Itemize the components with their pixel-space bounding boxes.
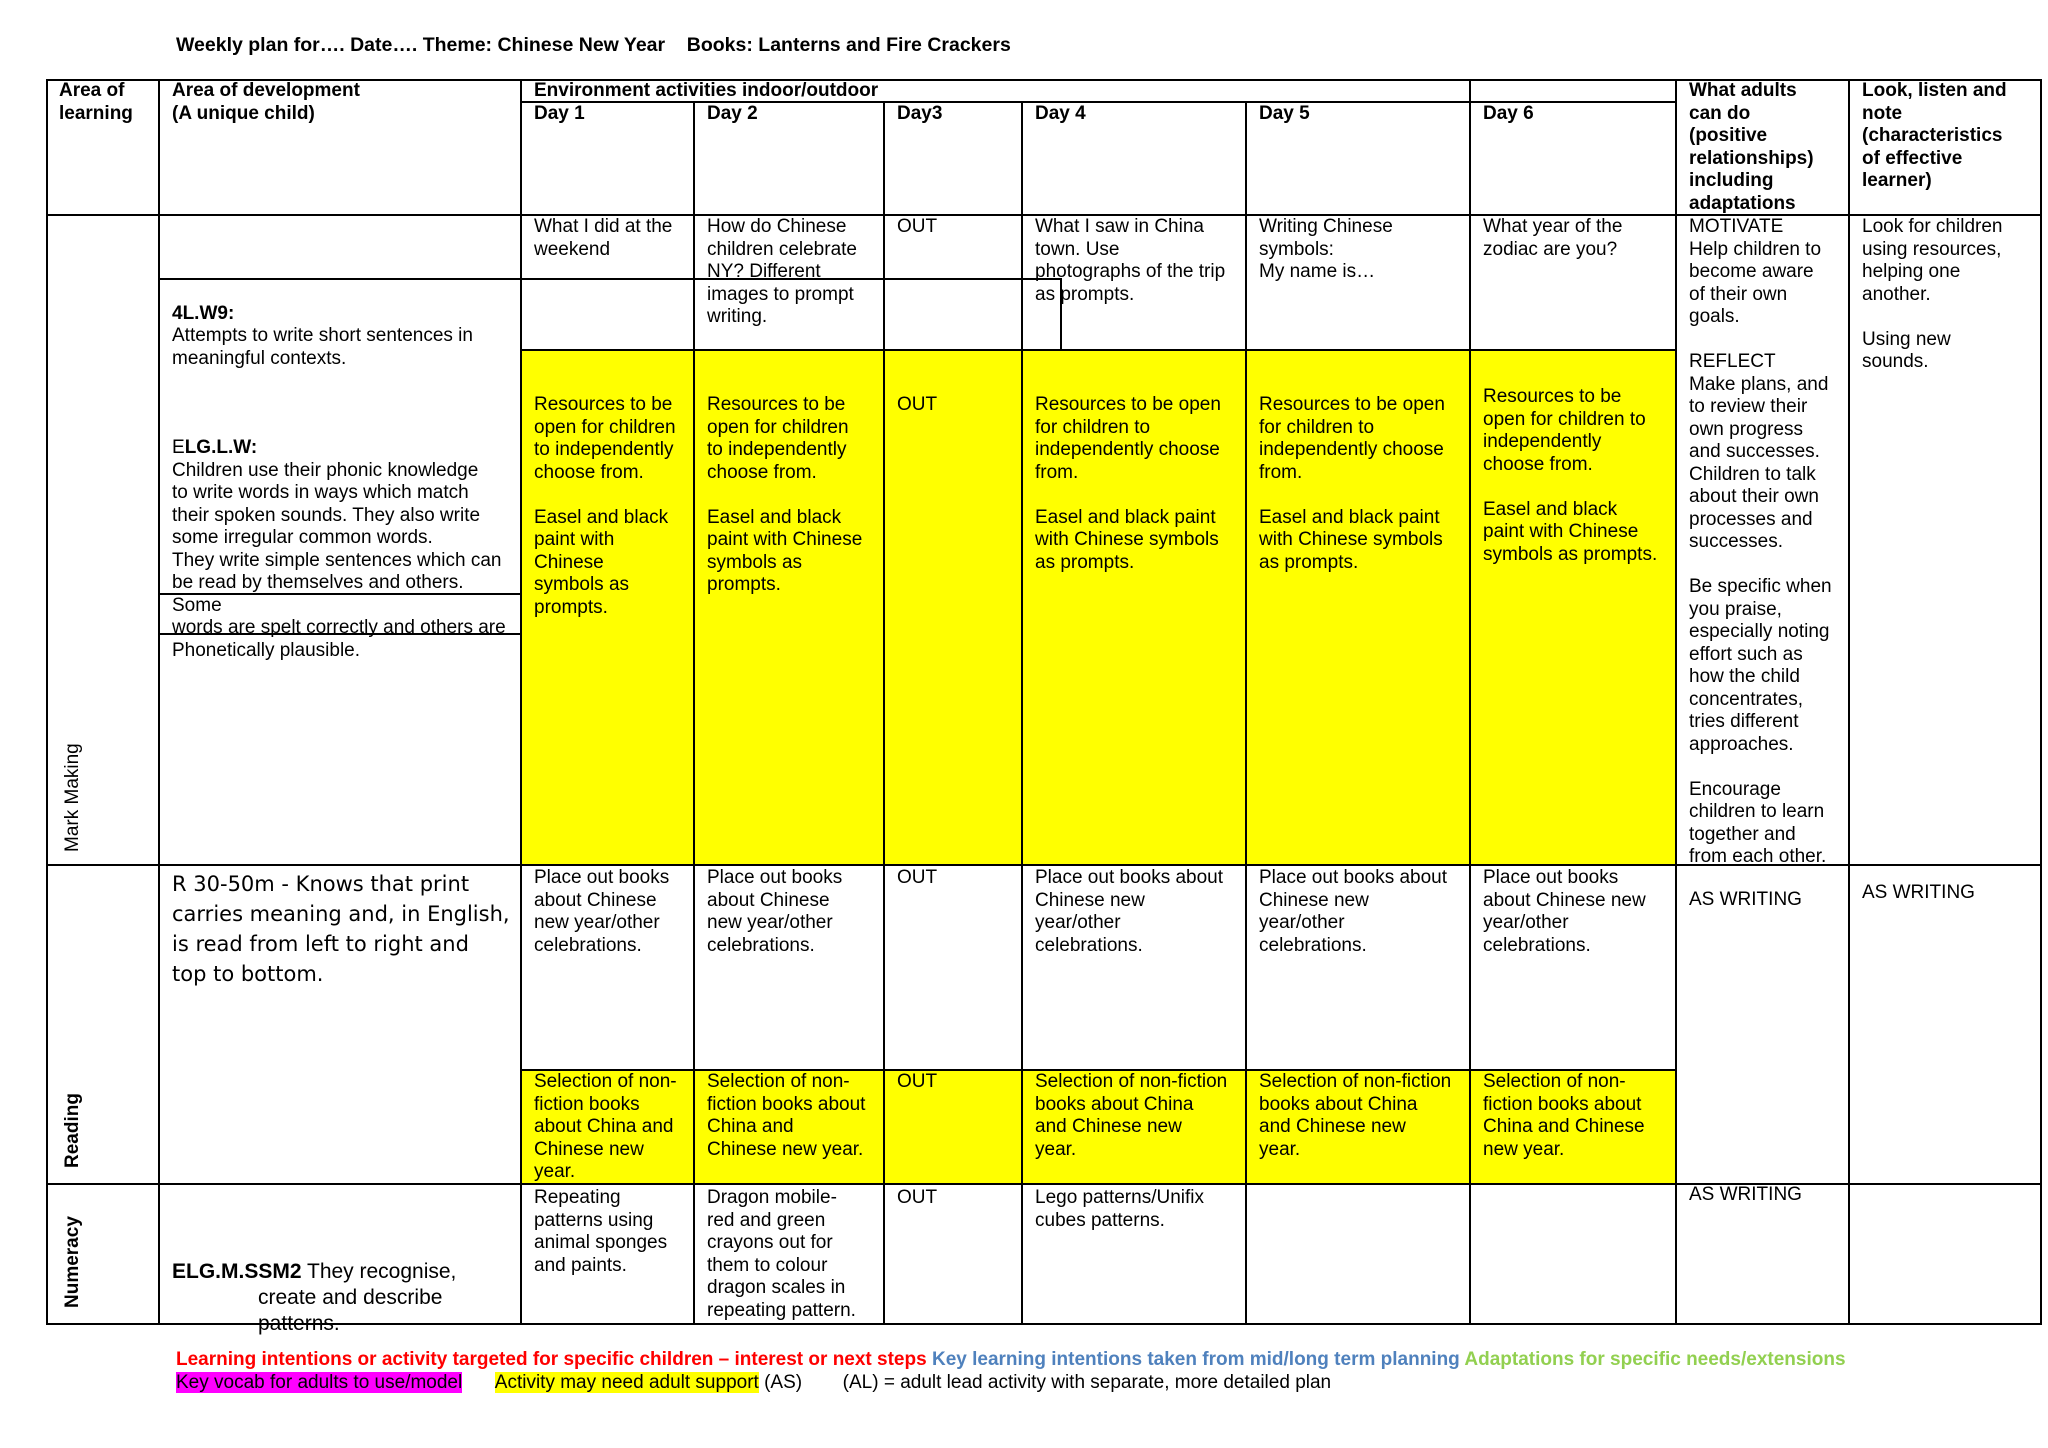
mark-making-day2-activity: How do Chinese children celebrate NY? Different images to prompt writing. (707, 216, 857, 327)
legend-line-2 (176, 1372, 1331, 1394)
mark-making-day6-activity: What year of the zodiac are you? (1483, 216, 1623, 260)
numeracy-day1-activity: Repeating patterns using animal sponges and paints. (534, 1187, 668, 1276)
header-day-4: Day 4 (1035, 103, 1086, 124)
header-area-of-development: Area of development (A unique child) (172, 80, 360, 124)
dev-text-recognise: They recognise, (301, 1260, 457, 1283)
reading-day6-books: Selection of non- fiction books about China and Chinese new year. (1483, 1071, 1645, 1160)
reading-day5-books: Selection of non-fiction books about China and Chinese new year. (1259, 1071, 1452, 1160)
legend-green-key: Adaptations for specific needs/extensions (1459, 1349, 1846, 1370)
header-day-1: Day 1 (534, 103, 585, 124)
legend-magenta-key: Key vocab for adults to use/model (176, 1372, 463, 1393)
legend-al-key: (AL) = adult lead activity with separate, more detailed plan (842, 1372, 1332, 1393)
header-day-5: Day 5 (1259, 103, 1310, 124)
dev-code-elg-prefix: E (172, 437, 185, 458)
legend-as-key: (AS) (758, 1372, 803, 1393)
legend-line-1 (176, 1349, 1846, 1371)
row-label-reading: Reading (62, 1093, 83, 1168)
mark-making-development (172, 280, 518, 685)
header-look-listen-note: Look, listen and note (characteristics of effective learner) (1862, 80, 2007, 191)
dev-code-elg-m-ssm2: ELG.M.SSM2 (172, 1260, 302, 1283)
reading-day4-activity: Place out books about Chinese new year/other celebrations. (1035, 867, 1224, 956)
mark-making-day5-activity: Writing Chinese symbols: My name is… (1259, 216, 1393, 282)
mark-making-day4-activity: What I saw in China town. Use photographs of the trip as prompts. (1035, 216, 1226, 305)
row-label-numeracy: Numeracy (62, 1216, 83, 1308)
dev-code-elg-lw: LG.L.W: (184, 437, 258, 458)
reading-day3-books: OUT (897, 1071, 938, 1092)
mark-making-day3-activity: OUT (897, 216, 938, 237)
numeracy-adults: AS WRITING (1689, 1184, 1802, 1205)
header-environment-activities: Environment activities indoor/outdoor (534, 80, 879, 101)
numeracy-day2-activity: Dragon mobile- red and green crayons out for them to colour dragon scales in repeating pattern. (707, 1187, 856, 1321)
reading-look: AS WRITING (1862, 882, 1975, 903)
mark-making-day2-resources: Resources to be open for children to independently choose from. Easel and black paint with Chinese symbols as prompts. (707, 394, 863, 595)
legend-yellow-key: Activity may need adult support (494, 1372, 759, 1393)
mark-making-day1-activity: What I did at the weekend (534, 216, 673, 260)
mark-making-look: Look for children using resources, helping one another. Using new sounds. (1862, 216, 2003, 372)
numeracy-development (172, 1233, 456, 1363)
legend-red-key: Learning intentions or activity targeted for specific children – interest or next steps (176, 1349, 927, 1370)
header-day-6: Day 6 (1483, 103, 1534, 124)
mark-making-adults: MOTIVATE Help children to become aware of their own goals. REFLECT Make plans, and to review their own progress and successes. Children to talk about their own processes and successes. Be specific when you praise, especially noting effort such as how the child concentrates, tries different approaches. Encourage children to learn together and from each other. (1689, 216, 1832, 867)
reading-development: R 30-50m - Knows that print carries meaning and, in English, is read from left to right and top to bottom. (172, 872, 510, 986)
numeracy-day3-activity: OUT (897, 1187, 938, 1208)
dev-code-4l-w9: 4L.W9: (172, 302, 235, 324)
reading-day5-activity: Place out books about Chinese new year/other celebrations. (1259, 867, 1448, 956)
reading-day4-books: Selection of non-fiction books about China and Chinese new year. (1035, 1071, 1228, 1160)
page-title: Weekly plan for…. Date…. Theme: Chinese New Year Books: Lanterns and Fire Crackers (176, 34, 1011, 56)
dev-text-patterns: create and describe patterns. (258, 1286, 443, 1335)
header-day-3: Day3 (897, 103, 943, 124)
reading-day1-activity: Place out books about Chinese new year/other celebrations. (534, 867, 670, 956)
mark-making-day5-resources: Resources to be open for children to independently choose from. Easel and black paint with Chinese symbols as prompts. (1259, 394, 1445, 573)
mark-making-day3-resources: OUT (897, 394, 938, 415)
row-label-mark-making: Mark Making (62, 743, 83, 852)
reading-day2-books: Selection of non- fiction books about China and Chinese new year. (707, 1071, 866, 1160)
header-area-of-learning: Area of learning (59, 80, 133, 124)
reading-day1-books: Selection of non- fiction books about China and Chinese new year. (534, 1071, 677, 1182)
reading-day6-activity: Place out books about Chinese new year/other celebrations. (1483, 867, 1646, 956)
header-day-2: Day 2 (707, 103, 758, 124)
legend-blue-key: Key learning intentions taken from mid/long term planning (926, 1349, 1460, 1370)
reading-day2-activity: Place out books about Chinese new year/other celebrations. (707, 867, 843, 956)
reading-adults: AS WRITING (1689, 889, 1802, 910)
mark-making-day4-resources: Resources to be open for children to independently choose from. Easel and black paint with Chinese symbols as prompts. (1035, 394, 1221, 573)
mark-making-day1-resources: Resources to be open for children to independently choose from. Easel and black paint with Chinese symbols as prompts. (534, 394, 676, 618)
header-what-adults-can-do: What adults can do (positive relationships) including adaptations (1689, 80, 1814, 214)
reading-day3-activity: OUT (897, 867, 938, 888)
numeracy-day4-activity: Lego patterns/Unifix cubes patterns. (1035, 1187, 1204, 1231)
dev-text-4l-w9: Attempts to write short sentences in meaningful contexts. (172, 325, 473, 369)
dev-text-elg-lw: Children use their phonic knowledge to write words in ways which match their spoken sounds. They also write some irregular common words. They write simple sentences which can be read by themselves and others. Some words are spelt correctly and others are Phonetically plausible. (172, 459, 506, 661)
mark-making-day6-resources: Resources to be open for children to independently choose from. Easel and black paint with Chinese symbols as prompts. (1483, 386, 1658, 565)
